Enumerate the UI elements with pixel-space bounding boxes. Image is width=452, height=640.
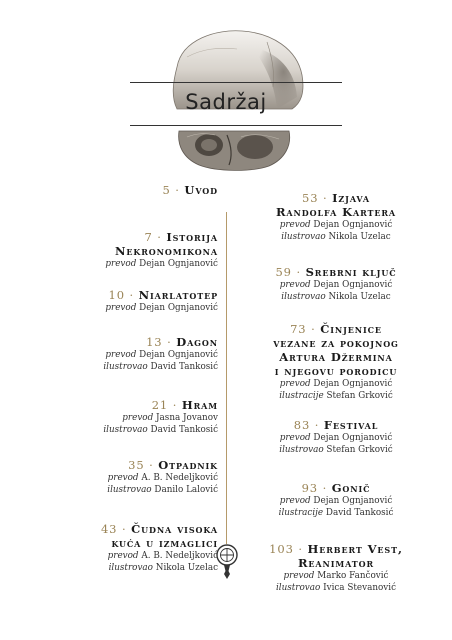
toc-entry-title [236, 481, 436, 495]
toc-entry-title [236, 336, 436, 350]
separator-dot: · [170, 183, 185, 197]
toc-entry-title [236, 556, 436, 570]
toc-title-text: Randolfa Kartera [275, 205, 397, 219]
toc-entry-title [236, 205, 436, 219]
credit-role: prevod [107, 473, 139, 483]
page-title: Sadržaj [185, 90, 267, 114]
page-number: 13 [146, 335, 163, 349]
separator-dot: · [162, 335, 177, 349]
ornament-icon [214, 543, 240, 581]
credit-name: Marko Fančović [314, 571, 389, 581]
credit-role: ilustrovao [281, 232, 326, 242]
page-number: 103 [269, 542, 294, 556]
page-number: 73 [290, 322, 307, 336]
toc-entry-title [105, 288, 218, 302]
credit-role: prevod [279, 379, 311, 389]
credit-role: prevod [279, 496, 311, 506]
toc-credit [103, 349, 218, 361]
page-number: 21 [151, 398, 169, 412]
toc-entry-title [236, 322, 436, 336]
credit-role: ilustrovao [281, 292, 326, 302]
toc-entry [105, 288, 218, 314]
separator-dot: · [318, 481, 332, 495]
separator-dot: · [291, 265, 306, 279]
toc-credit [236, 582, 436, 594]
credit-name: David Tankosić [323, 508, 394, 518]
credit-name: Ivica Stevanović [320, 583, 397, 593]
toc-title-text: vezane za pokojnog [273, 336, 399, 350]
credit-name: Jasna Jovanov [153, 413, 218, 423]
page-number: 10 [108, 288, 125, 302]
credit-role: ilustrovao [103, 362, 148, 372]
toc-entry-title [105, 244, 218, 258]
credit-name: Dejan Ognjanović [310, 496, 393, 506]
toc-entry-title [236, 191, 436, 205]
credit-name: Dejan Ognjanović [310, 433, 393, 443]
toc-title-text: Herbert Vest, [307, 542, 403, 556]
toc-entry [103, 398, 218, 436]
credit-role: prevod [122, 413, 154, 423]
credit-role: ilustrovao [108, 563, 153, 573]
toc-entry-title [101, 522, 218, 536]
credit-role: ilustrovao [275, 583, 321, 593]
toc-entry [236, 265, 436, 303]
toc-credit [236, 378, 436, 390]
toc-entry [236, 542, 436, 594]
credit-role: prevod [283, 571, 315, 581]
toc-entry [236, 481, 436, 519]
toc-entry [103, 335, 218, 373]
toc-entry-title [236, 542, 436, 556]
credit-role: ilustrovao [279, 445, 324, 455]
credit-name: Dejan Ognjanović [136, 303, 218, 313]
toc-credit [236, 231, 436, 243]
credit-name: A. B. Nedeljković [138, 473, 218, 483]
toc-credit [105, 302, 218, 314]
toc-entry-title [103, 398, 218, 412]
toc-entry [101, 522, 218, 574]
page-number: 7 [144, 230, 153, 244]
toc-credit [105, 258, 218, 270]
separator-dot: · [144, 458, 159, 472]
toc-title-text: Otpadnik [158, 458, 218, 472]
credit-name: Dejan Ognjanović [136, 350, 218, 360]
toc-credit [236, 570, 436, 582]
toc-entry-title [236, 350, 436, 364]
separator-dot: · [124, 288, 139, 302]
credit-name: Dejan Ognjanović [310, 280, 393, 290]
toc-title-text: Izjava [332, 191, 370, 205]
toc-title-text: Dagon [176, 335, 218, 349]
separator-dot: · [117, 522, 132, 536]
separator-dot: · [152, 230, 167, 244]
toc-entry-title [236, 364, 436, 378]
toc-entry [236, 322, 436, 402]
separator-dot: · [293, 542, 308, 556]
credit-name: A. B. Nedeljković [138, 551, 218, 561]
toc-entry-title [103, 335, 218, 349]
toc-entry [236, 191, 436, 243]
toc-title-text: Istorija [166, 230, 218, 244]
toc-credit [236, 432, 436, 444]
toc-entry-title [236, 418, 436, 432]
credit-name: Nikola Uzelac [152, 563, 218, 573]
credit-name: Stefan Grković [323, 445, 393, 455]
toc-title-text: Reanimator [297, 556, 375, 570]
separator-dot: · [318, 191, 333, 205]
credit-role: prevod [279, 280, 311, 290]
toc-credit [107, 484, 218, 496]
credit-role: ilustrovao [103, 425, 148, 435]
column-divider [226, 212, 227, 544]
toc-title-text: Artura Džermina [279, 350, 393, 364]
toc-title-text: Srebrni ključ [305, 265, 397, 279]
toc-title-text: Uvod [184, 183, 218, 197]
toc-credit [236, 495, 436, 507]
credit-role: prevod [279, 433, 311, 443]
toc-credit [103, 412, 218, 424]
page-number: 93 [301, 481, 319, 495]
credit-name: Nikola Uzelac [325, 232, 391, 242]
title-rule-top [130, 82, 342, 83]
toc-credit [236, 390, 436, 402]
toc-credit [103, 361, 218, 373]
toc-entry-title [101, 536, 218, 550]
page-number: 53 [302, 191, 319, 205]
toc-credit [101, 562, 218, 574]
toc-title-text: kuća u izmaglici [111, 536, 218, 550]
separator-dot: · [168, 398, 182, 412]
page-number: 43 [100, 522, 118, 536]
credit-name: Nikola Uzelac [325, 292, 391, 302]
credit-name: Danilo Lalović [151, 485, 218, 495]
page-number: 59 [275, 265, 292, 279]
toc-entry-title [236, 265, 436, 279]
toc-credit [107, 472, 218, 484]
toc-title-text: i njegovu porodicu [274, 364, 398, 378]
credit-role: prevod [107, 551, 139, 561]
credit-role: ilustrovao [107, 485, 152, 495]
toc-title-text: Niarlatotep [138, 288, 218, 302]
credit-name: David Tankosić [147, 362, 218, 372]
page-number: 83 [293, 418, 311, 432]
credit-role: ilustracije [279, 391, 324, 401]
toc-credit [236, 219, 436, 231]
title-rule-bottom [130, 125, 342, 126]
toc-entry [163, 183, 219, 197]
credit-role: prevod [105, 259, 137, 269]
toc-title-text: Čudna visoka [131, 522, 218, 536]
toc-entry [105, 230, 218, 270]
toc-credit [103, 424, 218, 436]
toc-credit [101, 550, 218, 562]
page-number: 35 [128, 458, 145, 472]
toc-entry [236, 418, 436, 456]
toc-credit [236, 291, 436, 303]
toc-credit [236, 279, 436, 291]
credit-name: Stefan Grković [323, 391, 393, 401]
toc-title-text: Gonič [331, 481, 371, 495]
credit-name: Dejan Ognjanović [136, 259, 218, 269]
toc-credit [236, 444, 436, 456]
page-number: 5 [162, 183, 171, 197]
credit-role: ilustracije [278, 508, 324, 518]
toc-entry-title [163, 183, 219, 197]
credit-name: Dejan Ognjanović [310, 220, 393, 230]
credit-name: Dejan Ognjanović [310, 379, 393, 389]
toc-entry-title [107, 458, 218, 472]
toc-title-text: Činjenice [320, 322, 382, 336]
credit-role: prevod [105, 303, 137, 313]
toc-title-text: Hram [181, 398, 218, 412]
credit-role: prevod [279, 220, 311, 230]
credit-role: prevod [105, 350, 137, 360]
toc-entry-title [105, 230, 218, 244]
toc-title-text: Nekronomikona [115, 244, 218, 258]
toc-credit [236, 507, 436, 519]
separator-dot: · [310, 418, 324, 432]
toc-entry [107, 458, 218, 496]
toc-title-text: Festival [323, 418, 379, 432]
credit-name: David Tankosić [147, 425, 218, 435]
separator-dot: · [306, 322, 321, 336]
